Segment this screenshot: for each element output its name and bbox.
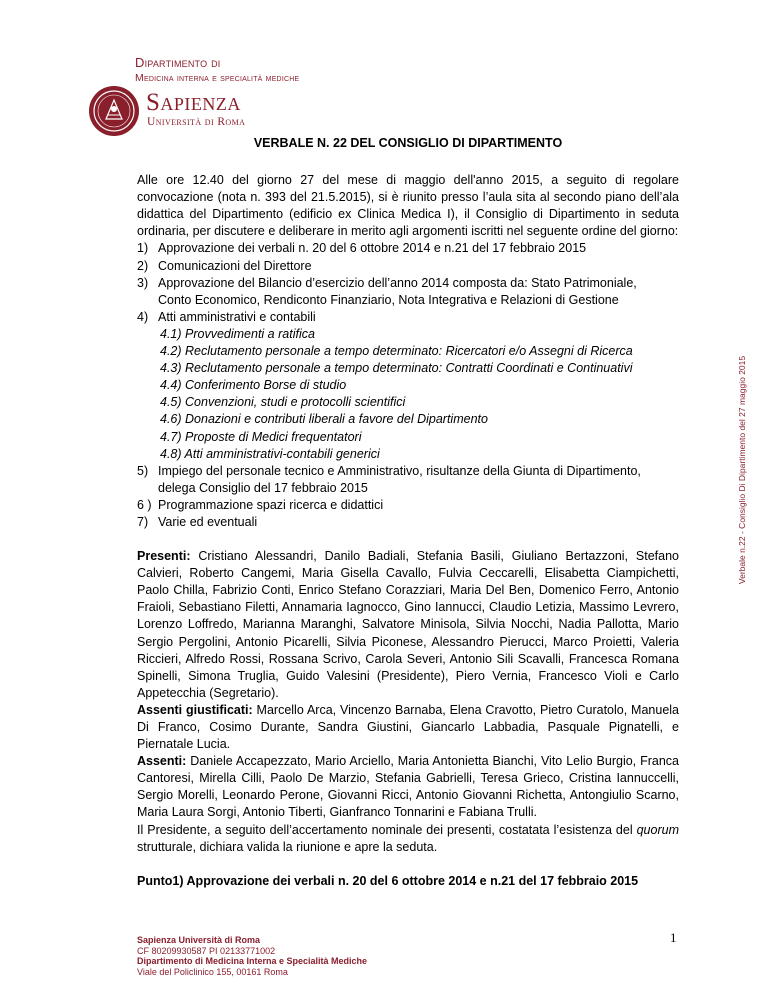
page-number: 1	[670, 930, 677, 945]
attendance-section	[137, 548, 679, 856]
agenda-number: 1)	[137, 241, 149, 256]
agenda-item	[137, 240, 679, 257]
agenda-item	[137, 275, 679, 292]
closing-quorum: quorum	[636, 822, 679, 837]
agenda-number: 7)	[137, 514, 149, 529]
justified-list: Marcello Arca, Vincenzo Barnaba, Elena Cravotto, Pietro Curatolo, Manuela Di Franco, Cosimo Durante, Sandra Giustini, Giancarlo Labbadia, Pasquale Pignatelli, e Piernatale Lucia.	[137, 702, 679, 752]
department-line-1: Dipartimento di	[135, 55, 221, 70]
agenda-text: Comunicazioni del Direttore	[158, 258, 312, 273]
agenda-number: 2)	[137, 258, 149, 273]
agenda-number: 4)	[137, 309, 149, 324]
agenda-subitem: 4.8) Atti amministrativi-contabili generici	[160, 446, 380, 461]
agenda-subitem: 4.7) Proposte di Medici frequentatori	[160, 429, 362, 444]
present-list: Cristiano Alessandri, Danilo Badiali, Stefania Basili, Giuliano Bertazzoni, Stefano Calvieri, Roberto Cangemi, Maria Gisella Cavallo, Fulvia Ceccarelli, Elisabetta Ciampichetti, Paolo Chilla, Fabrizio Conti, Enrico Stefano Corazziari, Maria Del Ben, Domenico Ferro, Antonio Fraioli, Sebastiano Filetti, Annamaria Iagnocco, Gino Iannucci, Claudio Letizia, Massimo Levrero, Lorenzo Loffredo, Marianna Maranghi, Salvatore Minisola, Silvia Nocchi, Nadia Pallotta, Mario Sergio Pergolini, Antonio Picarelli, Silvia Piconese, Alessandro Pierucci, Marco Proietti, Valeria Riccieri, Alfredo Rossi, Rossana Scrivo, Carola Severi, Antonio Sili Scavalli, Francesca Romana Spinelli, Simona Truglia, Guido Valesini (Presidente), Piero Vernia, Francesco Violi e Carlo Appetecchia (Segretario).	[137, 549, 679, 700]
absent-paragraph	[137, 753, 679, 821]
absent-label: Assenti:	[137, 754, 187, 769]
sapienza-seal-icon	[88, 85, 140, 137]
agenda-number: 5)	[137, 463, 149, 478]
footer-address: Viale del Policlinico 155, 00161 Roma	[137, 966, 288, 977]
agenda-number: 6 )	[137, 497, 152, 512]
logo-name: Sapienza	[146, 89, 241, 116]
agenda-subitem: 4.4) Conferimento Borse di studio	[160, 378, 347, 393]
intro-paragraph: Alle ore 12.40 del giorno 27 del mese di maggio dell'anno 2015, a seguito di regolare convocazione (nota n. 393 del 21.5.2015), si è riunito presso l’aula sita al secondo piano dell’ala didattica del Dipartimento (edificio ex Clinica Medica I), il Consiglio di Dipartimento in seduta ordinaria, per discutere e deliberare in merito agli argomenti iscritti nel seguente ordine del giorno:	[137, 173, 679, 239]
agenda-continuation: delega Consiglio del 17 febbraio 2015	[158, 480, 368, 495]
document-title: VERBALE N. 22 DEL CONSIGLIO DI DIPARTIMENTO	[253, 136, 563, 150]
agenda-text: Impiego del personale tecnico e Amministrativo, risultanze della Giunta di Dipartimento,	[158, 463, 641, 478]
document-body	[137, 120, 679, 890]
agenda-subitem: 4.5) Convenzioni, studi e protocolli scientifici	[160, 395, 406, 410]
department-line-2: Medicina interna e specialità mediche	[135, 72, 300, 84]
agenda-item	[137, 309, 679, 326]
agenda-item	[137, 463, 679, 480]
footer-university: Sapienza Università di Roma	[137, 935, 261, 945]
logo-subtitle: Università di Roma	[147, 116, 246, 128]
agenda-text: Programmazione spazi ricerca e didattici	[158, 497, 384, 512]
agenda-item	[137, 514, 679, 531]
agenda-number: 3)	[137, 275, 149, 290]
justified-label: Assenti giustificati:	[137, 702, 253, 717]
agenda-item	[137, 497, 679, 514]
side-note: Verbale n.22 - Consiglio Di Dipartimento del 27 maggio 2015	[737, 355, 747, 585]
closing-text-start: Il Presidente, a seguito dell’accertamento nominale dei presenti, costatata l’esistenza del	[137, 822, 633, 837]
agenda-subitem: 4.2) Reclutamento personale a tempo determinato: Ricercatori e/o Assegni di Ricerca	[160, 344, 633, 359]
department-header	[135, 56, 299, 85]
agenda-text: Atti amministrativi e contabili	[158, 309, 316, 324]
closing-paragraph	[137, 822, 679, 856]
absent-list: Daniele Accapezzato, Mario Arciello, Maria Antonietta Bianchi, Vito Lelio Burgio, Franca Cantoresi, Mirella Cilli, Paolo De Marzio, Stefania Gabrielli, Teresa Grieco, Cristina Iannuccelli, Sergio Morelli, Leonardo Perone, Giovanni Ricci, Antonio Giovanni Richetta, Antongiulio Scarno, Maria Laura Sorgi, Antonio Tiberti, Gianfranco Tonnarini e Fabiana Trulli.	[137, 754, 679, 820]
agenda-text: Varie ed eventuali	[158, 514, 258, 529]
footer-tax-codes: CF 80209930587 PI 02133771002	[137, 945, 276, 956]
agenda-item	[137, 258, 679, 275]
agenda-text: Approvazione dei verbali n. 20 del 6 ottobre 2014 e n.21 del 17 febbraio 2015	[158, 241, 587, 256]
present-paragraph	[137, 548, 679, 702]
agenda-subitem: 4.1) Provvedimenti a ratifica	[160, 326, 315, 341]
agenda-subitem: 4.3) Reclutamento personale a tempo determinato: Contratti Coordinati e Continuativi	[160, 361, 633, 376]
agenda-list	[137, 240, 679, 531]
point-1-heading: Punto1) Approvazione dei verbali n. 20 del 6 ottobre 2014 e n.21 del 17 febbraio 2015	[137, 873, 639, 888]
footer	[137, 935, 367, 977]
footer-department: Dipartimento di Medicina Interna e Specialità Mediche	[137, 956, 368, 966]
agenda-subitem: 4.6) Donazioni e contributi liberali a favore del Dipartimento	[160, 412, 488, 427]
agenda-text: Approvazione del Bilancio d’esercizio dell’anno 2014 composta da: Stato Patrimoniale,	[158, 275, 637, 290]
justified-paragraph	[137, 702, 679, 753]
agenda-continuation: Conto Economico, Rendiconto Finanziario, Nota Integrativa e Relazioni di Gestione	[158, 292, 619, 307]
closing-text-end: strutturale, dichiara valida la riunione e apre la seduta.	[137, 839, 438, 854]
present-label: Presenti:	[137, 549, 191, 564]
